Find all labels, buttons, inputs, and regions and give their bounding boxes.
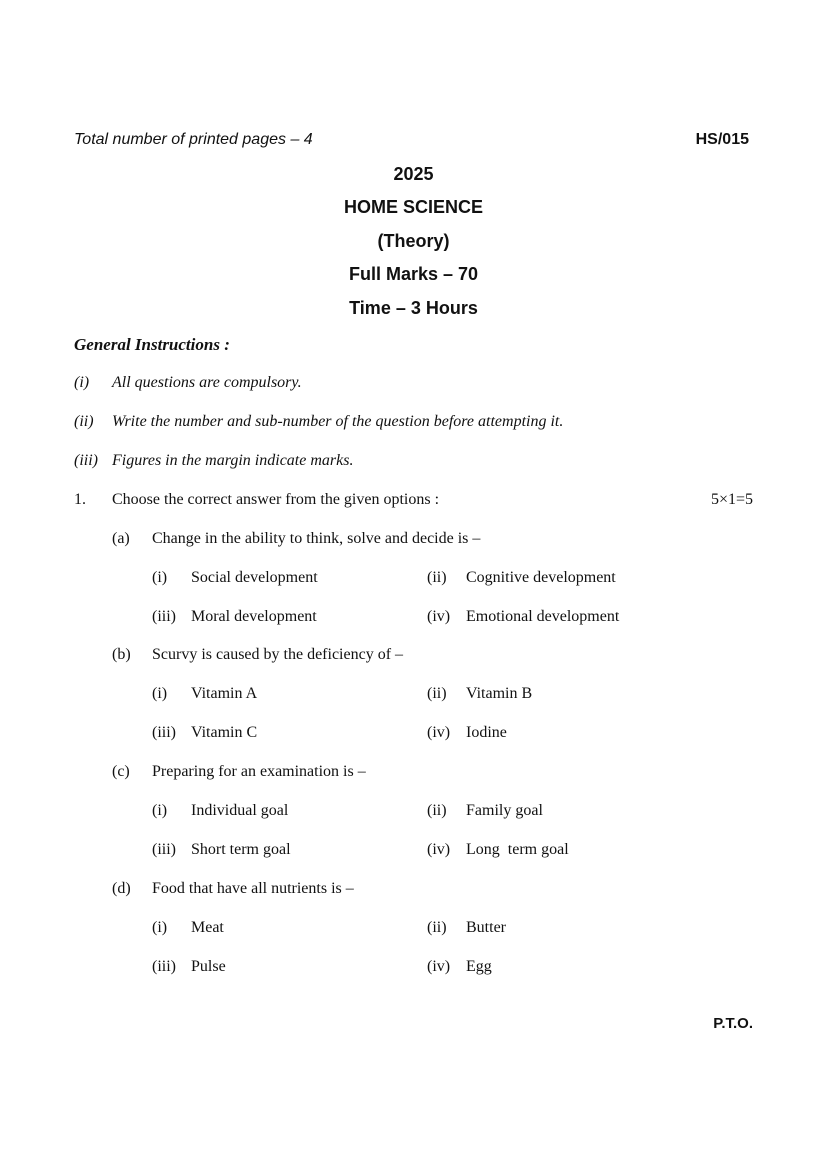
option-text: Vitamin B — [466, 685, 533, 702]
sub-question-letter: (b) — [112, 646, 131, 663]
option-number: (ii) — [427, 802, 447, 819]
subject-title: HOME SCIENCE — [343, 197, 484, 217]
general-instructions-title: General Instructions : — [74, 335, 230, 354]
sub-question-letter: (a) — [112, 530, 130, 547]
option-number: (ii) — [427, 919, 447, 936]
option-number: (i) — [152, 685, 168, 702]
option-text: Social development — [191, 569, 318, 586]
option-number: (iv) — [427, 724, 451, 741]
question-text: Choose the correct answer from the given options : — [112, 491, 440, 508]
option-text: Short term goal — [191, 841, 291, 858]
sub-question-letter: (c) — [112, 763, 130, 780]
option-text: Emotional development — [466, 608, 620, 625]
option-number: (i) — [152, 919, 168, 936]
option-text: Cognitive development — [466, 569, 616, 586]
exam-year: 2025 — [393, 164, 434, 184]
instruction-text: All questions are compulsory. — [112, 374, 302, 391]
option-text: Family goal — [466, 802, 543, 819]
option-text: Moral development — [191, 608, 317, 625]
option-text: Meat — [191, 919, 224, 936]
option-number: (ii) — [427, 569, 447, 586]
full-marks: Full Marks – 70 — [348, 264, 479, 284]
option-text: Iodine — [466, 724, 507, 741]
option-number: (ii) — [427, 685, 447, 702]
option-number: (iv) — [427, 841, 451, 858]
printed-pages-note: Total number of printed pages – 4 — [74, 131, 313, 148]
option-number: (i) — [152, 802, 168, 819]
option-text: Butter — [466, 919, 506, 936]
question-marks: 5×1=5 — [710, 491, 753, 508]
sub-question-text: Change in the ability to think, solve and decide is – — [152, 530, 481, 547]
option-text: Vitamin A — [191, 685, 258, 702]
question-number: 1. — [74, 491, 86, 508]
option-number: (iii) — [152, 724, 176, 741]
option-number: (i) — [152, 569, 168, 586]
option-text: Pulse — [191, 958, 226, 975]
option-text: Long term goal — [466, 841, 569, 858]
paper-code: HS/015 — [695, 131, 749, 148]
sub-question-text: Food that have all nutrients is – — [152, 880, 354, 897]
time-allowed: Time – 3 Hours — [349, 298, 478, 318]
instruction-text: Figures in the margin indicate marks. — [112, 452, 354, 469]
paper-type: (Theory) — [377, 231, 450, 251]
option-number: (iii) — [152, 958, 176, 975]
option-number: (iii) — [152, 608, 176, 625]
option-number: (iii) — [152, 841, 176, 858]
instruction-number: (iii) — [74, 452, 98, 469]
instruction-number: (i) — [74, 374, 90, 391]
sub-question-text: Scurvy is caused by the deficiency of – — [152, 646, 404, 663]
instruction-number: (ii) — [74, 413, 94, 430]
option-text: Vitamin C — [191, 724, 258, 741]
sub-question-text: Preparing for an examination is – — [152, 763, 366, 780]
sub-question-letter: (d) — [112, 880, 131, 897]
option-text: Individual goal — [191, 802, 289, 819]
option-text: Egg — [466, 958, 492, 975]
please-turn-over: P.T.O. — [713, 1015, 753, 1032]
option-number: (iv) — [427, 958, 451, 975]
option-number: (iv) — [427, 608, 451, 625]
instruction-text: Write the number and sub-number of the question before attempting it. — [112, 413, 564, 430]
